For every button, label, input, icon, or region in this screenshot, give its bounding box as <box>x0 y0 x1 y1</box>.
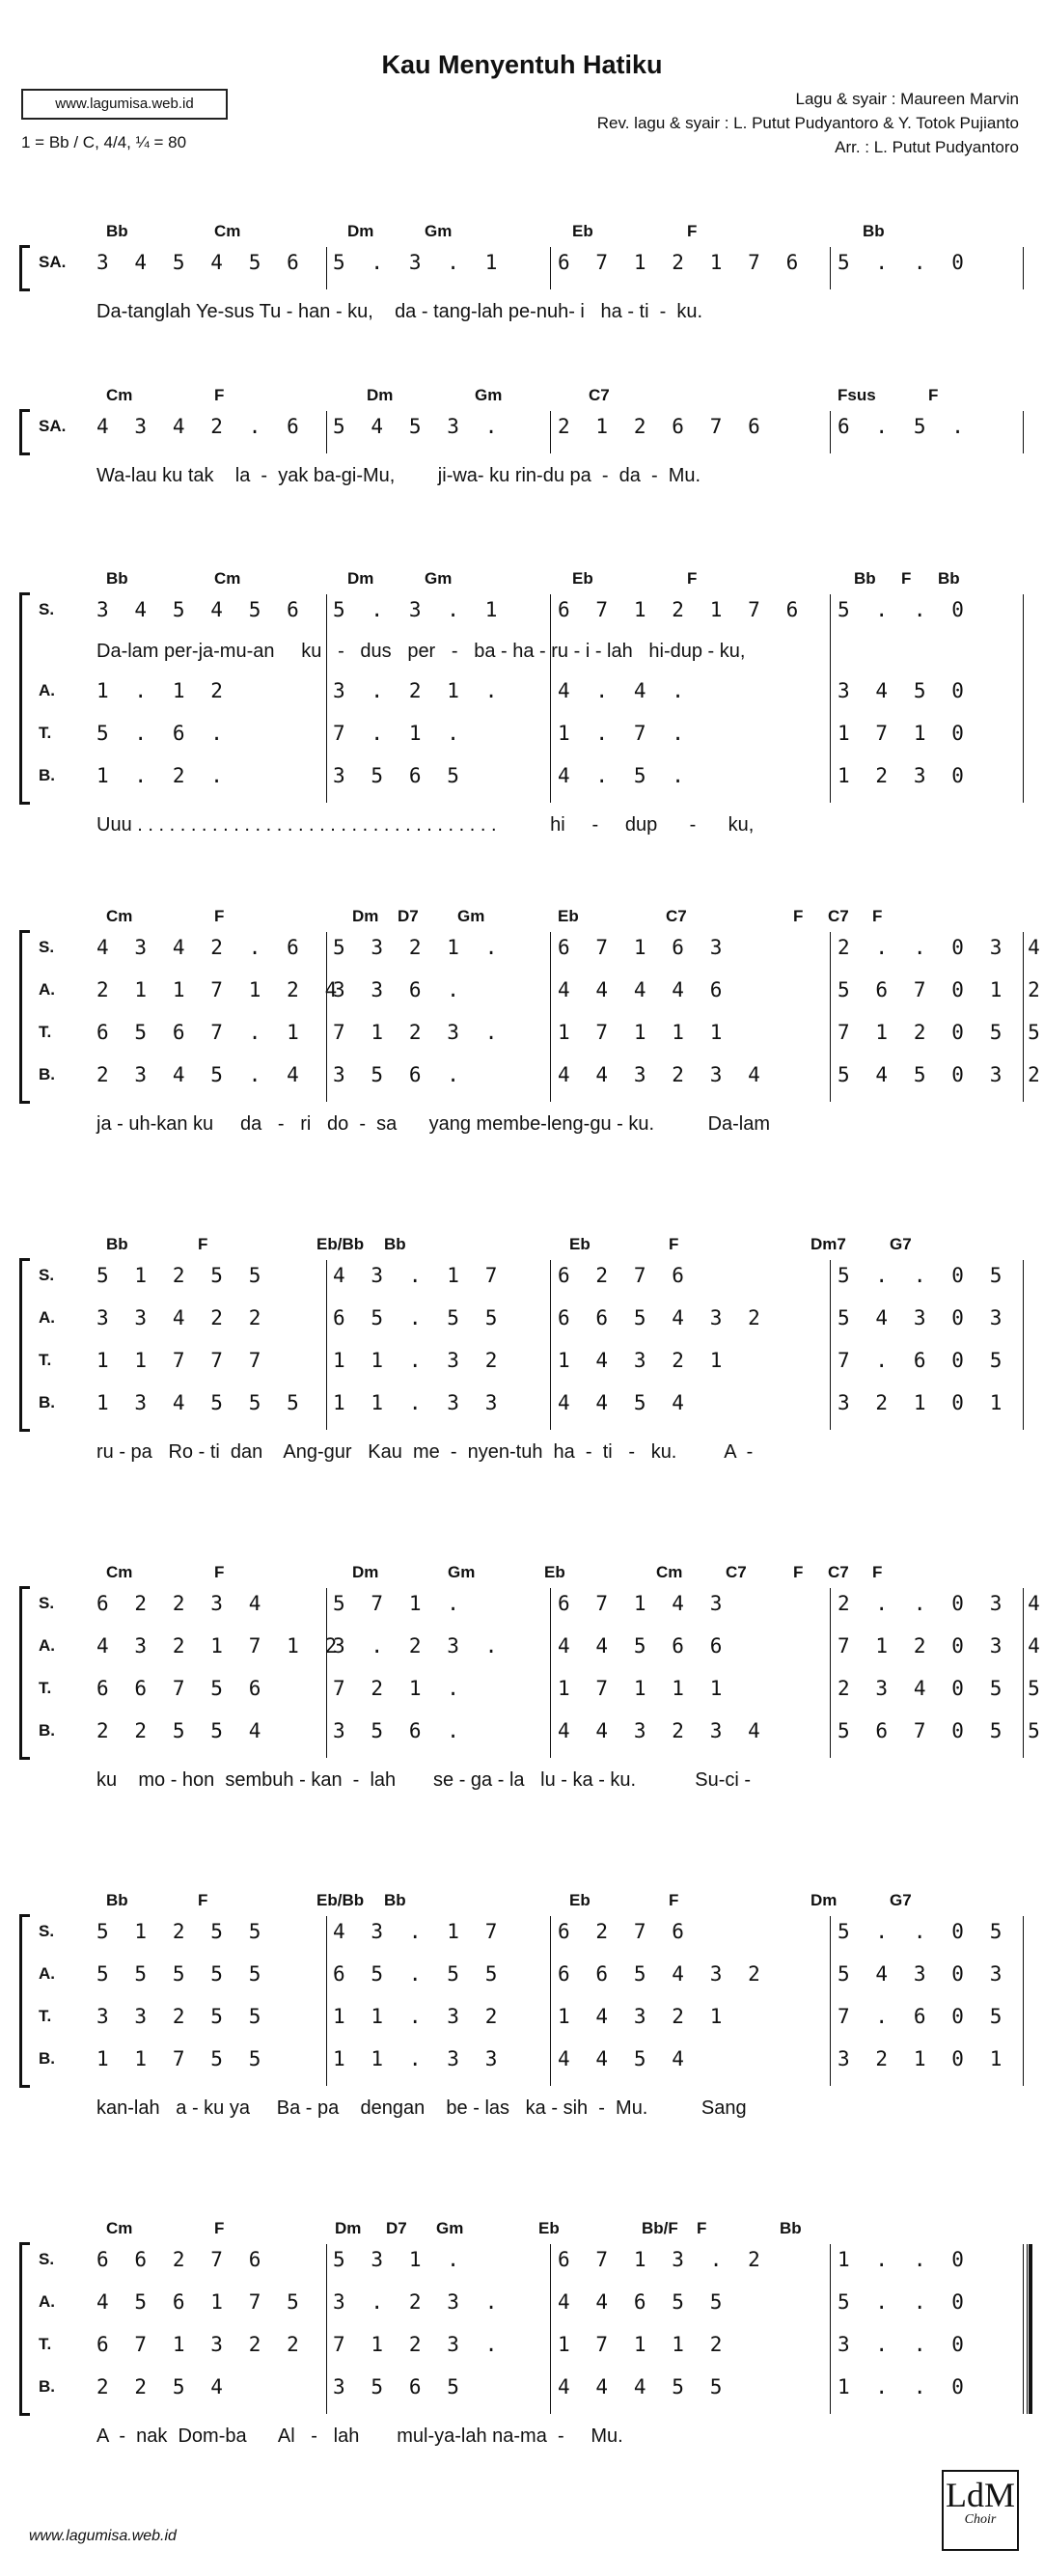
measure-notes: 3 5 6 5 <box>333 2375 460 2398</box>
voice-label: B. <box>39 766 55 784</box>
chord-line <box>0 569 1044 590</box>
voice-label: B. <box>39 1393 55 1411</box>
chord-symbol: Bb <box>106 1235 128 1253</box>
measure-notes: 7 1 2 3 . <box>333 2333 498 2356</box>
measure-notes: 1 1 . 3 2 <box>333 1349 498 1372</box>
chord-symbol: Bb <box>106 222 128 240</box>
measure-notes: 7 1 2 0 3 4 <box>838 1634 1041 1658</box>
lyric-line: A - nak Dom-ba Al - lah mul-ya-lah na-ma - Mu. <box>96 2425 623 2447</box>
bar-line <box>326 411 327 453</box>
measure-notes: 4 5 6 1 7 5 <box>96 2290 300 2314</box>
chord-symbol: F <box>872 907 883 925</box>
bar-line <box>326 1588 327 1758</box>
chord-symbol: Dm <box>352 1563 379 1581</box>
measure-notes: 2 2 5 4 <box>96 2375 224 2398</box>
measure-notes: 6 2 2 3 4 <box>96 1592 261 1615</box>
measure-notes: 3 4 5 0 <box>838 679 965 702</box>
chord-symbol: Bb <box>384 1891 406 1909</box>
measure-notes: 4 4 3 2 3 4 <box>558 1719 761 1742</box>
measure-notes: 5 4 3 0 3 <box>838 1962 1003 1986</box>
measure-notes: 7 1 2 0 5 5 <box>838 1021 1041 1044</box>
chord-symbol: Eb <box>569 1891 591 1909</box>
bar-line <box>550 1916 551 2086</box>
measure-notes: 4 . 4 . <box>558 679 685 702</box>
chord-symbol: Gm <box>436 2219 464 2237</box>
measure-notes: 6 . 5 . <box>838 415 965 438</box>
measure-notes: 3 4 5 4 5 6 <box>96 598 300 621</box>
voice-label: S. <box>39 1266 55 1284</box>
voice-label: A. <box>39 2292 55 2311</box>
chord-symbol: Dm <box>352 907 379 925</box>
measure-notes: 6 5 . 5 5 <box>333 1962 498 1986</box>
chord-symbol: Eb/Bb <box>316 1235 365 1253</box>
voice-label: S. <box>39 600 55 618</box>
bar-line <box>1023 247 1024 289</box>
chord-symbol: Eb <box>544 1563 565 1581</box>
chord-symbol: Eb/Bb <box>316 1891 365 1909</box>
chord-symbol: F <box>901 569 912 588</box>
bar-line <box>326 1260 327 1430</box>
measure-notes: 3 5 6 . <box>333 1063 460 1086</box>
lyric-line: ja - uh-kan ku da - ri do - sa yang membe-leng-gu - ku. Da-lam <box>96 1113 771 1135</box>
measure-notes: 6 7 1 2 1 7 6 <box>558 251 799 274</box>
measure-notes: 7 1 2 3 . <box>333 1021 498 1044</box>
measure-notes: 4 3 . 1 7 <box>333 1264 498 1287</box>
measure-notes: 5 5 5 5 5 <box>96 1962 261 1986</box>
chord-symbol: Eb <box>538 2219 560 2237</box>
chord-symbol: Bb <box>106 569 128 588</box>
footer-site[interactable]: www.lagumisa.web.id <box>29 2528 177 2544</box>
chord-symbol: F <box>928 386 939 404</box>
measure-notes: 5 . 3 . 1 <box>333 598 498 621</box>
measure-notes: 1 7 1 0 <box>838 722 965 745</box>
chord-symbol: Cm <box>214 569 241 588</box>
measure-notes: 3 2 1 0 1 <box>838 1391 1003 1414</box>
measure-notes: 3 2 1 0 1 <box>838 2047 1003 2070</box>
bar-line <box>326 932 327 1102</box>
measure-notes: 4 4 5 4 <box>558 1391 685 1414</box>
voice-label: A. <box>39 681 55 699</box>
final-bar-line <box>1027 2244 1032 2414</box>
song-title: Kau Menyentuh Hatiku <box>381 50 663 79</box>
lyric-line: ku mo - hon sembuh - kan - lah se - ga - la lu - ka - ku. Su-ci - <box>96 1769 752 1791</box>
system-brace <box>19 245 30 291</box>
chord-symbol: Bb <box>854 569 876 588</box>
voice-label: T. <box>39 2007 52 2025</box>
chord-symbol: Bb <box>780 2219 802 2237</box>
chord-symbol: F <box>697 2219 707 2237</box>
chord-symbol: C7 <box>726 1563 747 1581</box>
measure-notes: 6 7 1 6 3 <box>558 936 723 959</box>
chord-symbol: Eb <box>572 222 593 240</box>
credits <box>597 87 1019 159</box>
measure-notes: 1 7 1 1 1 <box>558 1677 723 1700</box>
credit-line: Arr. : L. Putut Pudyantoro <box>835 138 1019 156</box>
measure-notes: 5 . . 0 5 <box>838 1920 1003 1943</box>
bar-line <box>550 594 551 803</box>
site-url-box[interactable]: www.lagumisa.web.id <box>21 89 228 120</box>
chord-symbol: F <box>214 386 225 404</box>
measure-notes: 6 2 7 6 <box>558 1920 685 1943</box>
measure-notes: 6 6 2 7 6 <box>96 2248 261 2271</box>
chord-symbol: F <box>214 1563 225 1581</box>
chord-symbol: C7 <box>828 907 849 925</box>
measure-notes: 6 6 5 4 3 2 <box>558 1962 761 1986</box>
voice-label: S. <box>39 938 55 956</box>
measure-notes: 6 6 5 4 3 2 <box>558 1306 761 1329</box>
chord-symbol: F <box>793 907 804 925</box>
measure-notes: 4 3 4 2 . 6 <box>96 415 300 438</box>
measure-notes: 4 4 5 4 <box>558 2047 685 2070</box>
bar-line <box>1023 1916 1024 2086</box>
measure-notes: 3 . 2 3 . <box>333 2290 498 2314</box>
chord-symbol: Eb <box>558 907 579 925</box>
logo-sub: Choir <box>964 2512 997 2527</box>
system-brace <box>19 1258 30 1432</box>
voice-label: B. <box>39 2049 55 2068</box>
voice-label: T. <box>39 724 52 742</box>
measure-notes: 2 1 2 6 7 6 <box>558 415 761 438</box>
voice-label: S. <box>39 2250 55 2268</box>
measure-notes: 4 3 2 1 7 1 2 <box>96 1634 338 1658</box>
system-brace <box>19 1586 30 1760</box>
lyric-line: kan-lah a - ku ya Ba - pa dengan be - las ka - sih - Mu. Sang <box>96 2097 747 2119</box>
logo-text: LdM <box>946 2476 1015 2514</box>
measure-notes: 5 3 2 1 . <box>333 936 498 959</box>
chord-symbol: Cm <box>106 907 133 925</box>
chord-line <box>0 2219 1044 2240</box>
bar-line <box>550 1260 551 1430</box>
system-brace <box>19 409 30 455</box>
measure-notes: 5 . 3 . 1 <box>333 251 498 274</box>
measure-notes: 4 4 3 2 3 4 <box>558 1063 761 1086</box>
measure-notes: 1 1 7 7 7 <box>96 1349 261 1372</box>
measure-notes: 5 . . 0 <box>838 2290 965 2314</box>
system-brace <box>19 592 30 805</box>
key-signature: 1 = Bb / C, 4/4, ¼ = 80 <box>21 133 187 151</box>
chord-symbol: F <box>214 907 225 925</box>
measure-notes: 4 . 5 . <box>558 764 685 787</box>
chord-symbol: G7 <box>890 1235 912 1253</box>
chord-line <box>0 1563 1044 1584</box>
chord-symbol: F <box>669 1891 679 1909</box>
measure-notes: 2 1 1 7 1 2 4 <box>96 978 338 1001</box>
chord-symbol: Dm <box>347 569 374 588</box>
measure-notes: 6 6 7 5 6 <box>96 1677 261 1700</box>
chord-symbol: Bb <box>863 222 885 240</box>
measure-notes: 6 7 1 2 1 7 6 <box>558 598 799 621</box>
bar-line <box>830 1588 831 1758</box>
bar-line <box>326 247 327 289</box>
chord-symbol: Dm <box>347 222 374 240</box>
measure-notes: 5 1 2 5 5 <box>96 1920 261 1943</box>
chord-symbol: C7 <box>666 907 687 925</box>
bar-line <box>550 247 551 289</box>
measure-notes: 2 . . 0 3 4 <box>838 1592 1041 1615</box>
measure-notes: 1 1 . 3 3 <box>333 2047 498 2070</box>
measure-notes: 5 . . 0 <box>838 598 965 621</box>
measure-notes: 1 1 . 3 3 <box>333 1391 498 1414</box>
chord-symbol: Eb <box>569 1235 591 1253</box>
measure-notes: 5 . . 0 5 <box>838 1264 1003 1287</box>
chord-symbol: Gm <box>457 907 485 925</box>
bar-line <box>830 411 831 453</box>
measure-notes: 5 . . 0 <box>838 251 965 274</box>
chord-symbol: F <box>687 569 698 588</box>
chord-symbol: Cm <box>106 1563 133 1581</box>
measure-notes: 1 2 3 0 <box>838 764 965 787</box>
measure-notes: 4 4 5 6 6 <box>558 1634 723 1658</box>
measure-notes: 5 1 2 5 5 <box>96 1264 261 1287</box>
bar-line <box>1023 594 1024 803</box>
bar-line <box>1023 2244 1024 2414</box>
measure-notes: 3 . 2 1 . <box>333 679 498 702</box>
voice-label: A. <box>39 1636 55 1655</box>
measure-notes: 5 7 1 . <box>333 1592 460 1615</box>
measure-notes: 6 7 1 3 . 2 <box>558 2248 761 2271</box>
measure-notes: 7 . 1 . <box>333 722 460 745</box>
measure-notes: 5 . 6 . <box>96 722 224 745</box>
voice-label: T. <box>39 2335 52 2353</box>
measure-notes: 2 . . 0 3 4 <box>838 936 1041 959</box>
system-brace <box>19 1914 30 2088</box>
chord-symbol: Bb <box>384 1235 406 1253</box>
chord-symbol: F <box>214 2219 225 2237</box>
chord-symbol: Bb <box>938 569 960 588</box>
measure-notes: 2 3 4 0 5 5 <box>838 1677 1041 1700</box>
chord-symbol: F <box>198 1235 208 1253</box>
chord-symbol: Gm <box>425 222 453 240</box>
measure-notes: 3 3 4 2 2 <box>96 1306 261 1329</box>
chord-line <box>0 1891 1044 1912</box>
chord-symbol: Dm <box>335 2219 362 2237</box>
bar-line <box>1023 411 1024 453</box>
chord-symbol: F <box>872 1563 883 1581</box>
bar-line <box>550 411 551 453</box>
chord-symbol: Bb <box>106 1891 128 1909</box>
chord-symbol: Cm <box>214 222 241 240</box>
chord-symbol: Gm <box>475 386 503 404</box>
lyric-line: ru - pa Ro - ti dan Ang-gur Kau me - nyen-tuh ha - ti - ku. A - <box>96 1441 754 1463</box>
chord-line <box>0 386 1044 407</box>
measure-notes: 1 1 . 3 2 <box>333 2005 498 2028</box>
chord-symbol: F <box>198 1891 208 1909</box>
measure-notes: 6 7 1 3 2 2 <box>96 2333 300 2356</box>
chord-symbol: Gm <box>425 569 453 588</box>
measure-notes: 3 . 2 3 . <box>333 1634 498 1658</box>
bar-line <box>1023 1260 1024 1430</box>
bar-line <box>326 594 327 803</box>
voice-label: T. <box>39 1351 52 1369</box>
measure-notes: 6 5 . 5 5 <box>333 1306 498 1329</box>
voice-label: T. <box>39 1023 52 1041</box>
ldm-choir-logo <box>942 2470 1019 2551</box>
measure-notes: 3 5 6 5 <box>333 764 460 787</box>
voice-label: B. <box>39 1065 55 1083</box>
measure-notes: 6 2 7 6 <box>558 1264 685 1287</box>
measure-notes: 1 . 2 . <box>96 764 224 787</box>
measure-notes: 3 4 5 4 5 6 <box>96 251 300 274</box>
voice-label: A. <box>39 1308 55 1327</box>
chord-symbol: Dm <box>367 386 394 404</box>
chord-symbol: F <box>793 1563 804 1581</box>
chord-symbol: F <box>669 1235 679 1253</box>
chord-symbol: F <box>687 222 698 240</box>
measure-notes: 1 4 3 2 1 <box>558 1349 723 1372</box>
measure-notes: 7 . 6 0 5 <box>838 1349 1003 1372</box>
measure-notes: 5 4 5 0 3 2 <box>838 1063 1041 1086</box>
measure-notes: 1 4 3 2 1 <box>558 2005 723 2028</box>
voice-label: B. <box>39 1721 55 1740</box>
measure-notes: 1 . 1 2 <box>96 679 224 702</box>
chord-symbol: Cm <box>106 2219 133 2237</box>
measure-notes: 1 . . 0 <box>838 2375 965 2398</box>
bar-line <box>830 247 831 289</box>
measure-notes: 3 3 2 5 5 <box>96 2005 261 2028</box>
lyric-line-soprano: Da-lam per-ja-mu-an ku - dus per - ba - ha - ru - i - lah hi-dup - ku, <box>96 641 746 662</box>
chord-symbol: Dm7 <box>810 1235 846 1253</box>
voice-label: B. <box>39 2377 55 2396</box>
chord-line <box>0 1235 1044 1256</box>
measure-notes: 5 4 3 0 3 <box>838 1306 1003 1329</box>
chord-symbol: D7 <box>398 907 419 925</box>
measure-notes: 5 6 7 0 1 2 <box>838 978 1041 1001</box>
chord-symbol: C7 <box>828 1563 849 1581</box>
bar-line <box>830 1916 831 2086</box>
measure-notes: 4 4 4 4 6 <box>558 978 723 1001</box>
chord-symbol: Fsus <box>838 386 876 404</box>
chord-symbol: Cm <box>106 386 133 404</box>
voice-label: S. <box>39 1922 55 1940</box>
bar-line <box>550 932 551 1102</box>
measure-notes: 1 . . 0 <box>838 2248 965 2271</box>
measure-notes: 3 3 6 . <box>333 978 460 1001</box>
system-brace <box>19 2242 30 2416</box>
lyric-line: Wa-lau ku tak la - yak ba-gi-Mu, ji-wa- ku rin-du pa - da - Mu. <box>96 465 701 486</box>
voice-label: SA. <box>39 417 67 435</box>
voice-label: T. <box>39 1679 52 1697</box>
measure-notes: 7 . 6 0 5 <box>838 2005 1003 2028</box>
measure-notes: 7 2 1 . <box>333 1677 460 1700</box>
measure-notes: 6 5 6 7 . 1 <box>96 1021 300 1044</box>
credit-line: Lagu & syair : Maureen Marvin <box>795 90 1019 108</box>
chord-symbol: Eb <box>572 569 593 588</box>
chord-line <box>0 907 1044 928</box>
measure-notes: 1 7 1 1 2 <box>558 2333 723 2356</box>
measure-notes: 4 3 . 1 7 <box>333 1920 498 1943</box>
measure-notes: 2 2 5 5 4 <box>96 1719 261 1742</box>
bar-line <box>550 2244 551 2414</box>
measure-notes: 3 5 6 . <box>333 1719 460 1742</box>
measure-notes: 1 1 7 5 5 <box>96 2047 261 2070</box>
chord-symbol: D7 <box>386 2219 407 2237</box>
voice-label: A. <box>39 1964 55 1983</box>
system-brace <box>19 930 30 1104</box>
lyric-line: Da-tanglah Ye-sus Tu - han - ku, da - tang-lah pe-nuh- i ha - ti - ku. <box>96 301 703 322</box>
voice-label: S. <box>39 1594 55 1612</box>
measure-notes: 2 3 4 5 . 4 <box>96 1063 300 1086</box>
credit-line: Rev. lagu & syair : L. Putut Pudyantoro & Y. Totok Pujianto <box>596 114 1019 132</box>
measure-notes: 6 7 1 4 3 <box>558 1592 723 1615</box>
measure-notes: 4 4 4 5 5 <box>558 2375 723 2398</box>
measure-notes: 4 3 4 2 . 6 <box>96 936 300 959</box>
chord-symbol: Dm <box>810 1891 838 1909</box>
chord-symbol: Gm <box>448 1563 476 1581</box>
lyric-line: Uuu . . . . . . . . . . . . . . . . . . . . . . . . . . . . . . . . . . hi - dup - ku, <box>96 814 755 836</box>
measure-notes: 1 . 7 . <box>558 722 685 745</box>
chord-symbol: Bb/F <box>642 2219 678 2237</box>
measure-notes: 1 3 4 5 5 5 <box>96 1391 300 1414</box>
measure-notes: 4 4 6 5 5 <box>558 2290 723 2314</box>
bar-line <box>830 1260 831 1430</box>
voice-label: SA. <box>39 253 67 271</box>
bar-line <box>830 2244 831 2414</box>
chord-line <box>0 222 1044 243</box>
bar-line <box>830 594 831 803</box>
chord-symbol: Cm <box>656 1563 683 1581</box>
measure-notes: 5 3 1 . <box>333 2248 460 2271</box>
chord-symbol: C7 <box>589 386 610 404</box>
bar-line <box>326 1916 327 2086</box>
measure-notes: 1 7 1 1 1 <box>558 1021 723 1044</box>
measure-notes: 3 . . 0 <box>838 2333 965 2356</box>
bar-line <box>830 932 831 1102</box>
measure-notes: 5 4 5 3 . <box>333 415 498 438</box>
bar-line <box>326 2244 327 2414</box>
bar-line <box>550 1588 551 1758</box>
chord-symbol: G7 <box>890 1891 912 1909</box>
voice-label: A. <box>39 980 55 999</box>
measure-notes: 5 6 7 0 5 5 <box>838 1719 1041 1742</box>
